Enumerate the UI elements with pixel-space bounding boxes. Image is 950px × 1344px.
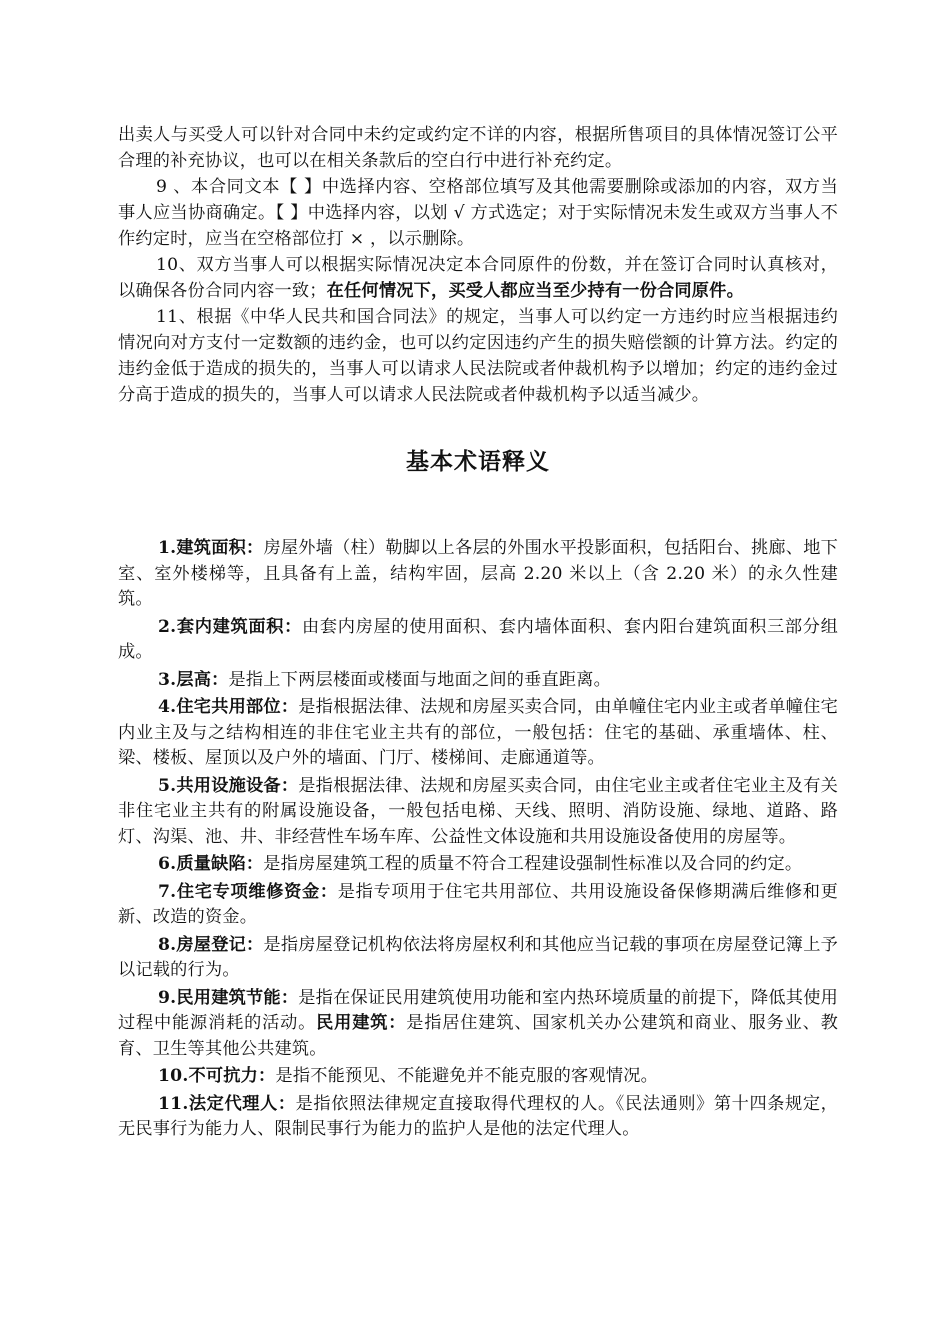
- intro-paragraph-1: 出卖人与买受人可以针对合同中未约定或约定不详的内容，根据所售项目的具体情况签订公平合理的补充协议，也可以在相关条款后的空白行中进行补充约定。: [118, 125, 838, 171]
- term-text: 是指根据法律、法规和房屋买卖合同，由住宅业主或者住宅业主及有关非住宅业主共有的附属设施设备，一般包括电梯、天线、照明、消防设施、绿地、道路、路灯、沟渠、池、井、非经营性车场车库、公益性文体设施和共用设施设备使用的房屋等。: [118, 775, 838, 847]
- term-item: [118, 615, 838, 666]
- term-label: 2.套内建筑面积：: [158, 616, 303, 637]
- term-item: [118, 986, 838, 1063]
- term-item: [118, 668, 838, 694]
- term-label: 11.法定代理人：: [158, 1093, 296, 1114]
- document-page: [118, 122, 838, 1143]
- term-label: 4.住宅共用部位：: [158, 697, 299, 717]
- term-label: 6.质量缺陷：: [158, 854, 264, 874]
- term-text: 是指根据法律、法规和房屋买卖合同，由单幢住宅内业主或者单幢住宅内业主及与之结构相连的非住宅业主共有的部位，一般包括：住宅的基础、承重墙体、柱、梁、楼板、屋顶以及户外的墙面、门厅、楼梯间、走廊通道等。: [118, 697, 838, 768]
- term-label: 7.住宅专项维修资金：: [158, 881, 338, 902]
- intro-paragraph-10: [118, 252, 838, 304]
- term-text: 是指房屋登记机构依法将房屋权利和其他应当记载的事项在房屋登记簿上予以记载的行为。: [118, 934, 839, 980]
- term-label: 10.不可抗力：: [158, 1066, 276, 1086]
- term-text: 房屋外墙（柱）勒脚以上各层的外围水平投影面积，包括阳台、挑廊、地下室、室外楼梯等，且具备有上盖，结构牢固，层高 2.20 米以上（含 2.20 米）的永久性建筑。: [118, 538, 839, 609]
- term-label: 1.建筑面积：: [158, 538, 264, 558]
- intro-paragraph-9: 9 、本合同文本【 】中选择内容、空格部位填写及其他需要删除或添加的内容，双方当事人应当协商确定。【 】中选择内容，以划 √ 方式选定；对于实际情况未发生或双方当事人不作约定时，应当在空格部位打 × ，以示删除。: [118, 177, 838, 249]
- term-item: [118, 695, 838, 772]
- term-text: 由套内房屋的使用面积、套内墙体面积、套内阳台建筑面积三部分组成。: [118, 616, 838, 662]
- section-title: 基本术语释义: [406, 448, 550, 475]
- term-label-secondary: 民用建筑：: [316, 1013, 407, 1033]
- term-item: [118, 536, 838, 613]
- term-text-secondary: 是指居住建筑、国家机关办公建筑和商业、服务业、教育、卫生等其他公共建筑。: [118, 1013, 838, 1059]
- term-label: 5.共用设施设备：: [158, 775, 299, 796]
- term-label: 3.层高：: [158, 669, 229, 690]
- term-text: 是指不能预见、不能避免并不能克服的客观情况。: [275, 1066, 658, 1086]
- term-text: 是指在保证民用建筑使用功能和室内热环境质量的前提下，降低其使用过程中能源消耗的活动。: [118, 987, 838, 1033]
- term-text: 是指上下两层楼面或楼面与地面之间的垂直距离。: [228, 669, 612, 690]
- intro-paragraph-10-bold: 在任何情况下，买受人都应当至少持有一份合同原件。: [326, 281, 744, 301]
- intro-paragraph-10-text: 10、双方当事人可以根据实际情况决定本合同原件的份数，并在签订合同时认真核对，以确保各份合同内容一致；: [118, 255, 838, 301]
- term-item: [118, 1064, 838, 1090]
- term-label: 9.民用建筑节能：: [158, 987, 299, 1008]
- term-text: 是指专项用于住宅共用部位、共用设施设备保修期满后维修和更新、改造的资金。: [118, 881, 838, 927]
- term-text: 是指房屋建筑工程的质量不符合工程建设强制性标准以及合同的约定。: [263, 854, 803, 874]
- term-text: 是指依照法律规定直接取得代理权的人。《民法通则》第十四条规定，无民事行为能力人、限制民事行为能力的监护人是他的法定代理人。: [118, 1093, 838, 1139]
- terms-list: [118, 536, 838, 1143]
- term-item: [118, 774, 838, 851]
- intro-paragraph-11: 11、根据《中华人民共和国合同法》的规定，当事人可以约定一方违约时应当根据违约情况向对方支付一定数额的违约金，也可以约定因违约产生的损失赔偿额的计算方法。约定的违约金低于造成的损失的，当事人可以请求人民法院或者仲裁机构予以增加；约定的违约金过分高于造成的损失的，当事人可以请求人民法院或者仲裁机构予以适当减少。: [118, 307, 838, 405]
- term-item: [118, 933, 838, 984]
- term-item: [118, 1092, 838, 1143]
- term-label: 8.房屋登记：: [158, 934, 264, 955]
- term-item: [118, 852, 838, 878]
- term-item: [118, 880, 838, 931]
